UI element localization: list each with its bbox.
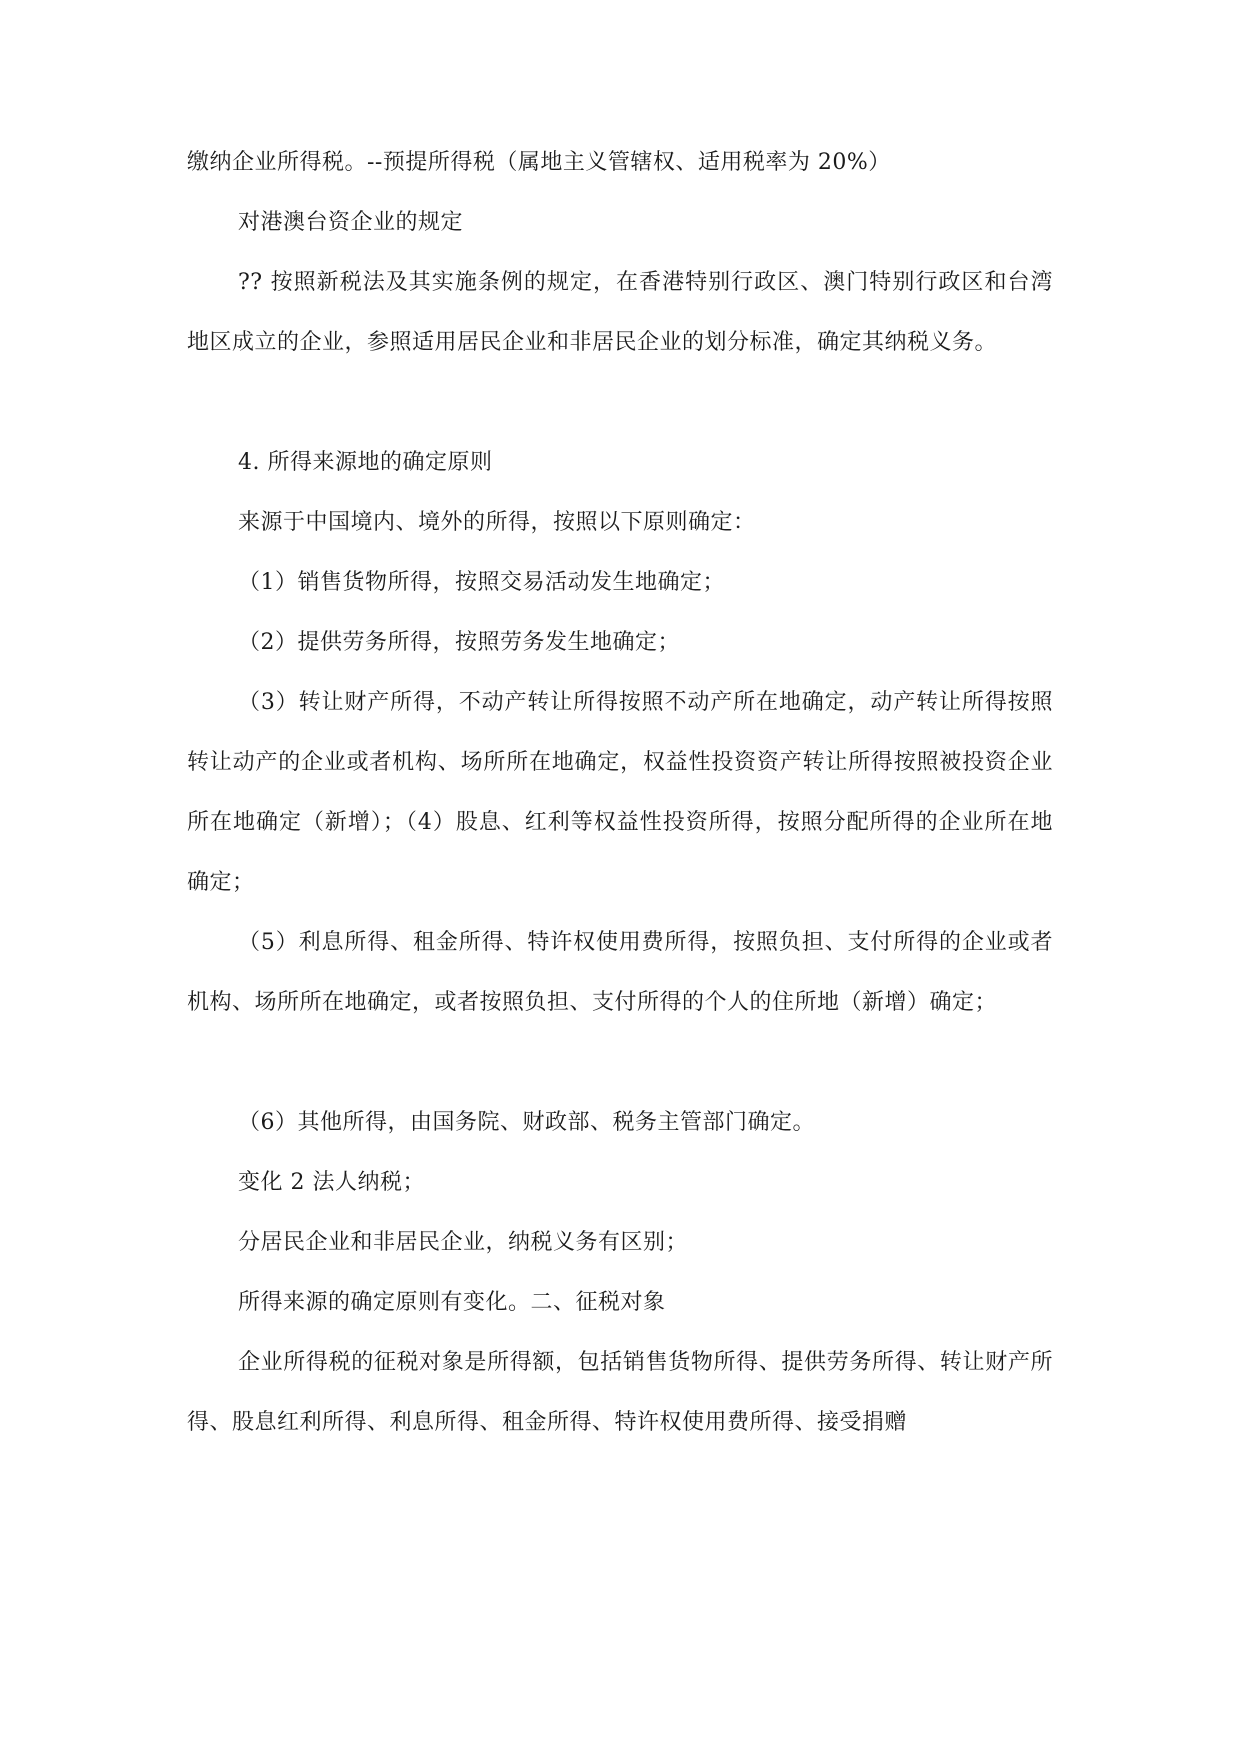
paragraph-hk-macau-taiwan-rule: ?? 按照新税法及其实施条例的规定，在香港特别行政区、澳门特别行政区和台湾地区成立的企业，参照适用居民企业和非居民企业的划分标准，确定其纳税义务。: [187, 270, 1053, 355]
paragraph-taxation-object: 企业所得税的征税对象是所得额，包括销售货物所得、提供劳务所得、转让财产所得、股息红利所得、利息所得、租金所得、特许权使用费所得、接受捐赠: [187, 1350, 1053, 1435]
section-heading-income-source: 4. 所得来源地的确定原则: [238, 450, 493, 475]
paragraph-withholding-tax: 缴纳企业所得税。--预提所得税（属地主义管辖权、适用税率为 20%）: [187, 150, 891, 175]
list-item-6: （6）其他所得，由国务院、财政部、税务主管部门确定。: [238, 1110, 815, 1135]
paragraph-source-principle-change: 所得来源的确定原则有变化。二、征税对象: [238, 1290, 666, 1315]
paragraph-income-source-intro: 来源于中国境内、境外的所得，按照以下原则确定：: [238, 510, 756, 535]
list-item-3-4: （3）转让财产所得，不动产转让所得按照不动产所在地确定，动产转让所得按照转让动产的企业或者机构、场所所在地确定，权益性投资资产转让所得按照被投资企业所在地确定（新增）；（4）股息、红利等权益性投资所得，按照分配所得的企业所在地确定；: [187, 690, 1053, 895]
list-item-2: （2）提供劳务所得，按照劳务发生地确定；: [238, 630, 680, 655]
paragraph-hk-macau-taiwan-heading: 对港澳台资企业的规定: [238, 210, 464, 235]
list-item-1: （1）销售货物所得，按照交易活动发生地确定；: [238, 570, 725, 595]
list-item-5: （5）利息所得、租金所得、特许权使用费所得，按照负担、支付所得的企业或者机构、场所所在地确定，或者按照负担、支付所得的个人的住所地（新增）确定；: [187, 930, 1053, 1015]
paragraph-change-2: 变化 2 法人纳税；: [238, 1170, 425, 1195]
paragraph-resident-nonresident: 分居民企业和非居民企业，纳税义务有区别；: [238, 1230, 689, 1255]
